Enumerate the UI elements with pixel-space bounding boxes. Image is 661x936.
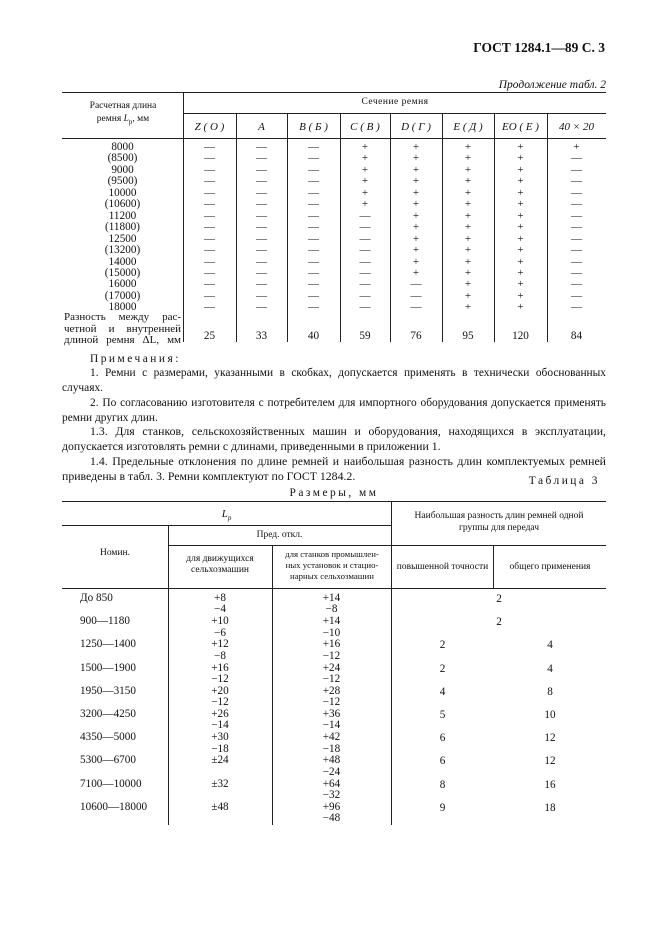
table2-cell: + xyxy=(361,141,369,153)
table2-diff-value: 84 xyxy=(570,330,583,342)
table2-column-header: B ( Б ) xyxy=(299,121,328,133)
table2-cell: — xyxy=(256,232,267,245)
table3-diff-a: 2 xyxy=(439,639,446,652)
table2-cell: + xyxy=(517,266,524,279)
table2-diff-value: 59 xyxy=(359,330,371,342)
table3-header-dev-b: для станков промышлен- ных установок и стацио- нарных сельхозмашин xyxy=(285,549,379,581)
table2-cell: + xyxy=(464,266,472,279)
table2-cell: — xyxy=(571,221,582,234)
table2-cell: — xyxy=(204,232,215,245)
table2-cell: + xyxy=(517,278,524,291)
table2-row-length: 14000 xyxy=(108,255,137,268)
table2-group-header: Сечение ремня xyxy=(361,97,429,107)
table2-cell: — xyxy=(204,289,215,302)
table2-row-length: (17000) xyxy=(104,289,141,302)
table2-cell: — xyxy=(204,141,215,153)
paragraph-1-4: 1.4. Предельные отклонения по длине ремней и наибольшая разность длин комплектуемых ремней приведены в табл. 3. Ремни комплектуют по ГОСТ 1284.2. xyxy=(62,454,606,483)
note-2: 2. По согласованию изготовителя с потребителем для импортного оборудования допускается применять ремни других длин. xyxy=(62,397,606,424)
table3-dev-b: +16 xyxy=(322,638,341,651)
table2-diff-value: 95 xyxy=(462,330,474,342)
table2-row-length: (10600) xyxy=(104,198,141,211)
table2-cell: + xyxy=(464,278,472,291)
table3-nom: 10600—18000 xyxy=(80,800,148,813)
table2-diff-value: 33 xyxy=(255,330,268,342)
table3-dev-b: −10 xyxy=(322,626,341,639)
table3-dev-b: −12 xyxy=(322,696,341,709)
table2-row-length: (9500) xyxy=(107,175,138,188)
table2-cell: + xyxy=(517,198,524,211)
table2-cell: — xyxy=(571,152,582,165)
table3-diff-a: 9 xyxy=(439,801,446,814)
table2-cell: + xyxy=(517,244,524,257)
table3-dev-a: +30 xyxy=(211,731,229,744)
table2-cell: + xyxy=(517,301,524,314)
note-1: 1. Ремни с размерами, указанными в скобках, допускается применять в технически обоснованных случаях. xyxy=(62,367,606,394)
table2-cell: — xyxy=(256,175,267,188)
table2-cell: — xyxy=(204,175,215,188)
table3-nom: 1250—1400 xyxy=(80,638,136,651)
table2-cell: + xyxy=(361,152,369,165)
table3-nom: 7100—10000 xyxy=(80,777,142,790)
table3-diff-a: 5 xyxy=(439,709,446,721)
table2-cell: — xyxy=(571,244,582,257)
table3-diff-merged: 2 xyxy=(496,616,502,629)
table3-header-nom: Номин. xyxy=(100,548,130,558)
table2-diff-value: 76 xyxy=(410,330,422,342)
table2-column-header: Z ( O ) xyxy=(194,121,225,133)
table3-dev-b: +96 xyxy=(322,800,341,813)
table2-cell: + xyxy=(412,221,420,234)
table2-cell: — xyxy=(571,255,582,268)
table3-dev-b: +14 xyxy=(322,592,341,604)
table2-cell: — xyxy=(308,289,319,302)
table3-lp-header: $L_р$ xyxy=(221,508,232,523)
table2-cell: — xyxy=(308,266,319,279)
table3-dev-a: −6 xyxy=(214,626,226,639)
table2-cell: + xyxy=(517,255,524,268)
table2-cell: — xyxy=(256,198,267,211)
table3-dev-a: −18 xyxy=(211,742,229,755)
table3-dev-b: +48 xyxy=(322,754,341,767)
paragraph-1-3: 1.3. Для станков, сельскохозяйственных машин и оборудования, находящихся в эксплуатации, допускается изготовлять ремни с длинами, приведенными в приложении 1. xyxy=(62,424,606,453)
table3-header-diff: Наибольшая разность длин ремней одной группы для передач xyxy=(414,511,584,533)
table2-cell: — xyxy=(256,278,267,291)
table3-label: Таблица 3 xyxy=(528,475,600,487)
table3-dev-b: −32 xyxy=(322,789,341,801)
table2-cell: + xyxy=(517,186,524,199)
table2-cell: — xyxy=(256,152,267,165)
table3-dev-b: +28 xyxy=(322,684,341,697)
table3-dev-b: −24 xyxy=(322,765,341,778)
table2-cell: — xyxy=(571,266,582,279)
table2-cell: + xyxy=(464,198,472,211)
table2-row-length: (8500) xyxy=(107,152,138,165)
table3-dev-b: +14 xyxy=(322,615,341,628)
table2-cell: + xyxy=(361,198,369,211)
table2-cell: + xyxy=(412,175,420,188)
table3-diff-merged: 2 xyxy=(496,593,502,605)
table2-cell: — xyxy=(571,175,582,188)
table2-cell: + xyxy=(517,209,524,222)
table2-cell: — xyxy=(359,301,371,314)
table2-cell: — xyxy=(308,175,319,188)
table3-nom: 1950—3150 xyxy=(80,684,136,697)
table3-dev-b: +24 xyxy=(322,661,341,674)
table2-cell: + xyxy=(464,186,472,199)
table3-nom: 1500—1900 xyxy=(80,661,136,674)
table2-row-length: (15000) xyxy=(104,266,141,279)
table2-cell: — xyxy=(204,221,215,234)
table2-cell: + xyxy=(464,209,472,222)
table2-row-length: 11200 xyxy=(108,209,137,222)
table2-cell: + xyxy=(517,221,524,234)
table3-header-dev: Пред. откл. xyxy=(256,530,303,540)
table3-diff-a: 6 xyxy=(439,732,446,745)
table2-col1-header-line2: ремня $L_р$, мм xyxy=(96,114,150,126)
table3-diff-b: 12 xyxy=(544,755,556,768)
table2-cell: — xyxy=(204,301,215,314)
table2-cell: — xyxy=(308,232,319,245)
table2-cell: + xyxy=(412,209,420,222)
table3-dev-a: −8 xyxy=(214,649,226,662)
table3-dev-a: −12 xyxy=(211,673,229,685)
table2-cell: — xyxy=(410,301,422,314)
table2-continuation-label: Продолжение табл. 2 xyxy=(498,79,606,91)
table2-cell: — xyxy=(359,266,371,279)
page-header-title: ГОСТ 1284.1—89 С. 3 xyxy=(473,40,605,55)
table2-cell: — xyxy=(256,255,267,268)
table3-dev-b: −12 xyxy=(322,649,341,662)
table2-cell: + xyxy=(361,163,369,176)
table2-cell: — xyxy=(204,198,215,211)
table2-cell: — xyxy=(204,266,215,279)
table2-cell: — xyxy=(256,301,267,314)
table3-diff-a: 2 xyxy=(439,662,446,675)
table2-cell: — xyxy=(359,232,371,245)
table2-diff-label-line: длиной ремня ΔL, мм xyxy=(64,334,181,346)
table3-diff-b: 8 xyxy=(547,685,553,698)
table3-diff-a: 8 xyxy=(439,778,446,791)
table2-column-header: A xyxy=(258,121,265,133)
table2-cell: + xyxy=(573,141,580,153)
table2-cell: — xyxy=(571,186,582,199)
table2-cell: — xyxy=(308,141,319,153)
table2-cell: + xyxy=(361,175,369,188)
table2-cell: — xyxy=(256,186,267,199)
table2-cell: — xyxy=(256,141,267,153)
table3-header-diff-a: повышенной точности xyxy=(396,562,489,572)
table2-cell: + xyxy=(412,198,420,211)
table2-cell: + xyxy=(412,266,420,279)
table3-nom: 4350—5000 xyxy=(80,731,136,744)
table2-cell: — xyxy=(204,186,215,199)
table3-diff-b: 18 xyxy=(544,801,556,814)
table3-dev-a: −12 xyxy=(211,696,229,709)
table2-column-header: C ( B ) xyxy=(350,121,380,133)
table2-cell: + xyxy=(517,163,524,176)
table2-row-length: 8000 xyxy=(111,141,134,153)
table3-dev-a: +20 xyxy=(211,684,229,697)
table2-cell: + xyxy=(464,244,472,257)
table2-cell: — xyxy=(204,209,215,222)
table3-nom: 3200—4250 xyxy=(80,708,136,720)
table2-row-length: 12500 xyxy=(108,232,137,245)
table2-cell: — xyxy=(571,209,582,222)
table2-cell: — xyxy=(204,152,215,165)
table2-cell: + xyxy=(412,152,420,165)
table2-cell: + xyxy=(517,141,524,153)
table3-dev-b: +42 xyxy=(322,731,341,744)
table2-cell: — xyxy=(256,244,267,257)
table2-cell: + xyxy=(412,141,420,153)
table2-cell: — xyxy=(359,255,371,268)
table3-dev-a: ±24 xyxy=(211,754,229,767)
table3-diff-a: 4 xyxy=(439,685,446,698)
table2-cell: — xyxy=(256,221,267,234)
table2-cell: — xyxy=(204,244,215,257)
table3-nom: 5300—6700 xyxy=(80,754,136,767)
table3-diff-b: 12 xyxy=(544,732,556,745)
table2-cell: + xyxy=(464,289,472,302)
table2-column-header: EO ( E ) xyxy=(502,121,539,133)
table2-cell: — xyxy=(571,301,582,314)
table2-column-header: E ( Д ) xyxy=(453,121,483,133)
table2-col1-header-line1: Расчетная длина xyxy=(89,101,157,111)
table2-cell: — xyxy=(359,209,371,222)
table2-cell: — xyxy=(308,186,319,199)
table2-cell: + xyxy=(464,232,472,245)
table2-cell: + xyxy=(412,163,420,176)
table2-cell: — xyxy=(359,221,371,234)
table2-cell: — xyxy=(308,255,319,268)
table3-dev-a: ±32 xyxy=(211,777,229,790)
table2-cell: + xyxy=(464,163,472,176)
table3-dev-a: +26 xyxy=(211,708,229,720)
table3-caption: Размеры, мм xyxy=(289,487,379,499)
table2-cell: + xyxy=(412,255,420,268)
table3-nom: 900—1180 xyxy=(80,615,130,628)
table2-row-length: 10000 xyxy=(108,186,137,199)
table2-cell: — xyxy=(359,244,371,257)
table2-cell: — xyxy=(571,163,582,176)
table3-dev-b: −14 xyxy=(322,719,341,732)
table2-cell: + xyxy=(464,175,472,188)
table2-cell: — xyxy=(359,278,371,291)
table2-cell: + xyxy=(464,255,472,268)
table2-cell: — xyxy=(256,209,267,222)
notes-title: Примечания: xyxy=(90,353,181,365)
table2-cell: + xyxy=(361,186,369,199)
table2-cell: — xyxy=(571,232,582,245)
table3-dev-a: +12 xyxy=(211,638,229,651)
table2-diff-label-line: Разность между рас- xyxy=(64,311,181,323)
table2-cell: — xyxy=(359,289,371,302)
table2-cell: — xyxy=(308,198,319,211)
table2-cell: + xyxy=(412,232,420,245)
table2-row-length: 16000 xyxy=(108,278,137,291)
table2-cell: — xyxy=(308,152,319,165)
table3-diff-a: 6 xyxy=(439,755,446,768)
table2-cell: + xyxy=(517,152,524,165)
table3-diff-b: 10 xyxy=(544,709,556,721)
table2-diff-value: 40 xyxy=(307,330,320,342)
table3-dev-a: −14 xyxy=(211,719,229,732)
table3-dev-b: −8 xyxy=(325,603,338,616)
table2-cell: — xyxy=(308,163,319,176)
table3-header-dev-a: для движущихся сельхозмашин xyxy=(186,554,254,575)
table2-cell: + xyxy=(464,141,472,153)
table2-diff-label-line: четной и внутренней xyxy=(64,322,181,335)
table3-header-diff-b: общего применения xyxy=(509,562,591,572)
table2-row-length: (11800) xyxy=(104,221,140,234)
table2-cell: — xyxy=(571,289,582,302)
table2-cell: + xyxy=(464,152,472,165)
table2-column-header: D ( Г ) xyxy=(401,121,431,133)
table2-cell: + xyxy=(517,232,524,245)
table3-diff-b: 16 xyxy=(544,778,556,791)
table2-cell: — xyxy=(204,163,215,176)
table3-dev-b: −12 xyxy=(322,673,341,685)
table2-diff-value: 120 xyxy=(512,330,529,342)
table2-cell: — xyxy=(308,301,319,314)
table2-cell: + xyxy=(464,301,472,314)
table2-cell: — xyxy=(308,244,319,257)
table2-row-length: (13200) xyxy=(104,244,141,257)
table2-row-length: 18000 xyxy=(108,301,137,314)
table3-nom: До 850 xyxy=(80,592,113,604)
table2-cell: + xyxy=(412,186,420,199)
table2-cell: — xyxy=(410,289,422,302)
table2-cell: — xyxy=(308,221,319,234)
table2-cell: — xyxy=(571,198,582,211)
table2-cell: — xyxy=(308,209,319,222)
table3-dev-b: −48 xyxy=(322,812,341,825)
table2-cell: — xyxy=(256,289,267,302)
table2-cell: — xyxy=(571,278,582,291)
table3-dev-b: +64 xyxy=(322,777,341,790)
table3-dev-b: −18 xyxy=(322,742,341,755)
table2-row-length: 9000 xyxy=(111,163,134,176)
table3-diff-b: 4 xyxy=(547,662,553,675)
table2-cell: — xyxy=(204,255,215,268)
table2-cell: — xyxy=(256,266,267,279)
table2-column-header: 40 × 20 xyxy=(559,121,594,133)
table3-diff-b: 4 xyxy=(547,639,553,652)
table3-dev-a: ±48 xyxy=(211,800,229,813)
table2-cell: — xyxy=(410,278,422,291)
table2-cell: — xyxy=(256,163,267,176)
table2-cell: + xyxy=(517,175,524,188)
table2-cell: + xyxy=(464,221,472,234)
table3-dev-a: −4 xyxy=(214,603,226,616)
table3-dev-a: +10 xyxy=(211,615,229,628)
table2-cell: — xyxy=(308,278,319,291)
table3-dev-a: +8 xyxy=(214,592,226,604)
table2-cell: — xyxy=(204,278,215,291)
table2-cell: + xyxy=(412,244,420,257)
table2-cell: + xyxy=(517,289,524,302)
table3-dev-b: +36 xyxy=(322,708,341,720)
table2-diff-value: 25 xyxy=(203,330,216,342)
table3-dev-a: +16 xyxy=(211,661,229,674)
